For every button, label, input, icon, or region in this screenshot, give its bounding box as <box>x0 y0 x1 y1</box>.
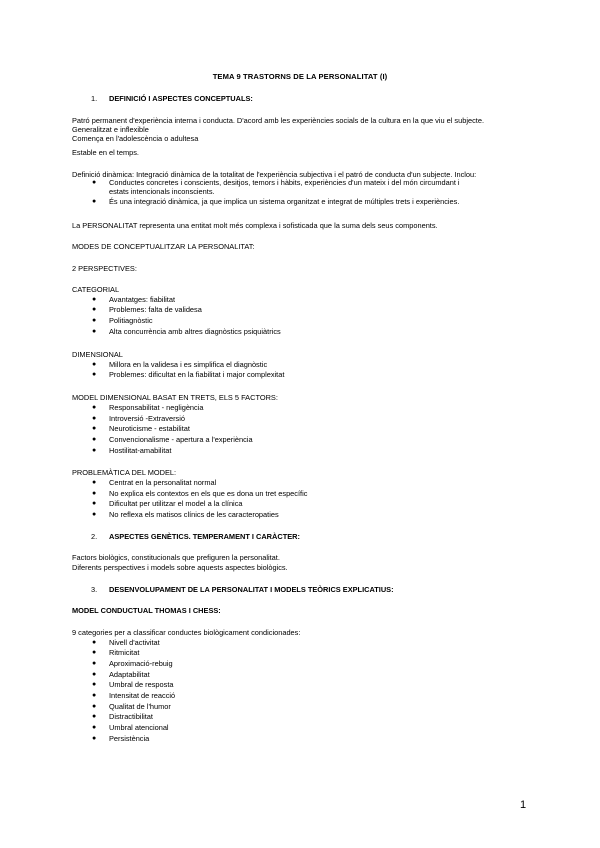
section-3-number: 3. <box>91 585 98 594</box>
list-item: Centrat en la personalitat normal <box>109 478 217 487</box>
bullet-icon: ● <box>92 639 97 646</box>
bullet-icon: ● <box>92 447 97 454</box>
bullet-icon: ● <box>92 490 97 497</box>
bullet-icon: ● <box>92 735 97 742</box>
paragraph-line: Comença en l'adolescència o adultesa <box>72 134 199 143</box>
list-item: Hostilitat-amabilitat <box>109 446 172 455</box>
subheading: CATEGORIAL <box>72 285 120 294</box>
bullet-icon: ● <box>92 415 97 422</box>
bullet-icon: ● <box>92 724 97 731</box>
paragraph-line: Diferents perspectives i models sobre aquests aspectes biològics. <box>72 563 288 572</box>
bullet-icon: ● <box>92 703 97 710</box>
bullet-icon: ● <box>92 500 97 507</box>
list-item: Avantatges: fiabilitat <box>109 295 176 304</box>
list-item: Distractibilitat <box>109 712 153 721</box>
bullet-icon: ● <box>92 371 97 378</box>
document-title: TEMA 9 TRASTORNS DE LA PERSONALITAT (I) <box>212 72 388 81</box>
paragraph-line: Factors biològics, constitucionals que prefiguren la personalitat. <box>72 553 280 562</box>
list-item: estats intencionals inconscients. <box>109 187 215 196</box>
list-item: Politiagnòstic <box>109 316 153 325</box>
list-item: Nivell d'activitat <box>109 638 160 647</box>
list-item: Millora en la validesa i es simplifica el diagnòstic <box>109 360 268 369</box>
list-item: Umbral de resposta <box>109 680 174 689</box>
list-item: Aproximació-rebuig <box>109 659 173 668</box>
list-item: Problemes: dificultat en la fiabilitat i major complexitat <box>109 370 285 379</box>
bullet-icon: ● <box>92 479 97 486</box>
bullet-icon: ● <box>92 681 97 688</box>
subheading: MODEL CONDUCTUAL THOMAS I CHESS: <box>72 606 221 615</box>
list-item: Ritmicitat <box>109 648 140 657</box>
section-2-heading: ASPECTES GENÈTICS. TEMPERAMENT I CARÀCTER: <box>109 532 300 541</box>
bullet-icon: ● <box>92 692 97 699</box>
subheading: 2 PERSPECTIVES: <box>72 264 137 273</box>
list-item: No explica els contextos en els que es dona un tret específic <box>109 489 308 498</box>
bullet-icon: ● <box>92 425 97 432</box>
list-item: Intensitat de reacció <box>109 691 176 700</box>
subheading: MODEL DIMENSIONAL BASAT EN TRETS, ELS 5 FACTORS: <box>72 393 278 402</box>
bullet-icon: ● <box>92 198 97 205</box>
subheading: DIMENSIONAL <box>72 350 123 359</box>
bullet-icon: ● <box>92 317 97 324</box>
bullet-icon: ● <box>92 511 97 518</box>
list-item: Dificultat per utilitzar el model a la clínica <box>109 499 243 508</box>
paragraph-line: Generalitzat e inflexible <box>72 125 149 134</box>
list-item: Neuroticisme - estabilitat <box>109 424 190 433</box>
bullet-icon: ● <box>92 328 97 335</box>
bullet-icon: ● <box>92 404 97 411</box>
paragraph-line: Definició dinàmica: Integració dinàmica de la totalitat de l'experiència subjectiva i el patró de conducta d'un subjecte. Inclou: <box>72 170 477 179</box>
list-item: Problemes: falta de validesa <box>109 305 202 314</box>
bullet-icon: ● <box>92 649 97 656</box>
bullet-icon: ● <box>92 361 97 368</box>
bullet-icon: ● <box>92 179 97 186</box>
section-2-number: 2. <box>91 532 98 541</box>
page-number: 1 <box>520 799 527 811</box>
section-1-number: 1. <box>91 94 98 103</box>
subheading: MODES DE CONCEPTUALITZAR LA PERSONALITAT: <box>72 242 255 251</box>
list-item: No reflexa els matisos clínics de les caracteropaties <box>109 510 279 519</box>
bullet-icon: ● <box>92 306 97 313</box>
list-item: Convencionalisme - apertura a l'experiència <box>109 435 253 444</box>
bullet-icon: ● <box>92 660 97 667</box>
paragraph-line: La PERSONALITAT representa una entitat molt més complexa i sofisticada que la suma dels seus components. <box>72 221 438 230</box>
list-item: Qualitat de l'humor <box>109 702 171 711</box>
subheading: PROBLEMÀTICA DEL MODEL: <box>72 468 177 477</box>
list-item: Umbral atencional <box>109 723 169 732</box>
list-item: Persistència <box>109 734 150 743</box>
section-3-heading: DESENVOLUPAMENT DE LA PERSONALITAT I MODELS TEÒRICS EXPLICATIUS: <box>109 585 394 594</box>
paragraph-line: 9 categories per a classificar conductes biològicament condicionades: <box>72 628 301 637</box>
paragraph-line: Patró permanent d'experiència interna i conducta. D'acord amb les experiències socials de la cultura en la que viu el subjecte. <box>72 116 485 125</box>
list-item: És una integració dinàmica, ja que implica un sistema organitzat e integrat de múltiples trets i experiències. <box>109 197 460 206</box>
list-item: Responsabilitat - negligència <box>109 403 204 412</box>
list-item: Conductes concretes i conscients, desitjos, temors i hàbits, experiències d'un mateix i del món circumdant i <box>109 178 460 187</box>
bullet-icon: ● <box>92 713 97 720</box>
paragraph-line: Estable en el temps. <box>72 148 139 157</box>
bullet-icon: ● <box>92 296 97 303</box>
list-item: Adaptabilitat <box>109 670 150 679</box>
section-1-heading: DEFINICIÓ I ASPECTES CONCEPTUALS: <box>109 94 253 103</box>
list-item: Alta concurrència amb altres diagnòstics psiquiàtrics <box>109 327 281 336</box>
bullet-icon: ● <box>92 436 97 443</box>
bullet-icon: ● <box>92 671 97 678</box>
list-item: Introversió -Extraversió <box>109 414 185 423</box>
